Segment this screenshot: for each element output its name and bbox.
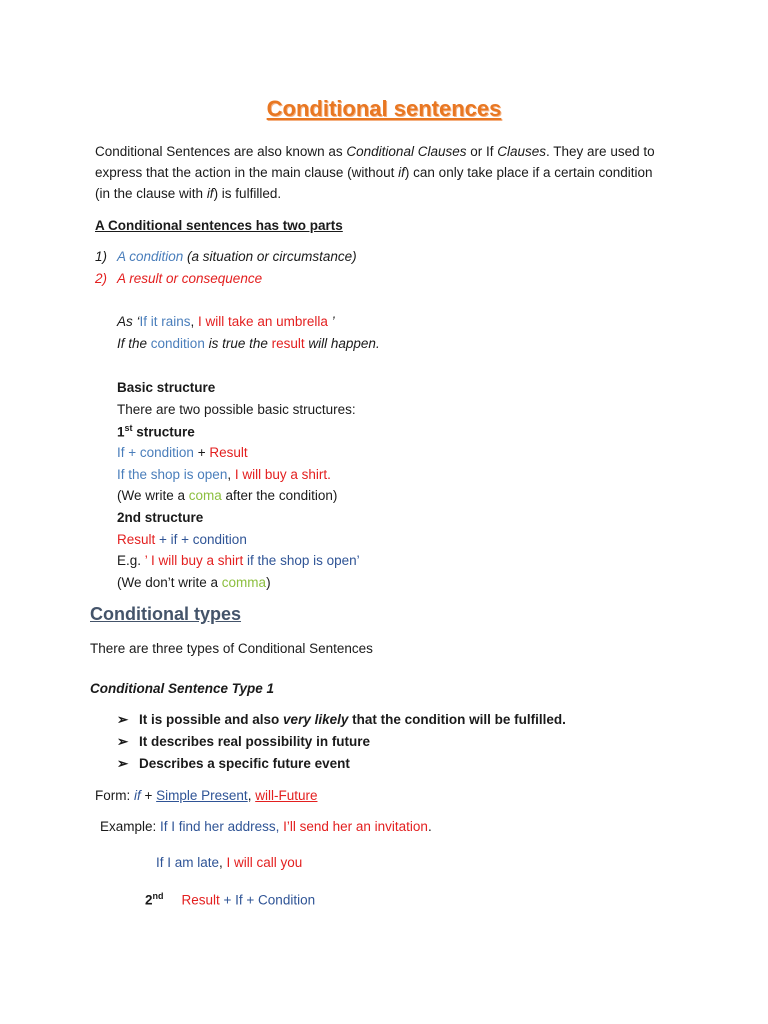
text: If it rains bbox=[139, 314, 191, 329]
structure-2-formula bbox=[117, 532, 247, 548]
text: ’ bbox=[327, 314, 335, 329]
text: st bbox=[124, 423, 133, 433]
text: is true the bbox=[204, 336, 272, 351]
text: if bbox=[134, 788, 141, 803]
text: + bbox=[193, 445, 210, 460]
structure-1-formula bbox=[117, 445, 248, 461]
text: I will call you bbox=[226, 855, 303, 870]
text: nd bbox=[152, 891, 164, 901]
text: 2 bbox=[145, 892, 153, 908]
text: very likely bbox=[283, 712, 349, 727]
text: I’ll send her an invitation bbox=[283, 819, 428, 834]
example-line bbox=[100, 819, 432, 835]
text: if bbox=[206, 186, 214, 201]
text: Example: bbox=[100, 819, 161, 834]
text: I will buy a shirt. bbox=[234, 467, 331, 482]
text: I will take an umbrella bbox=[198, 314, 328, 329]
structure-2-heading: 2nd structure bbox=[117, 510, 204, 525]
text: (a situation or circumstance) bbox=[183, 249, 357, 264]
text: Simple Present bbox=[156, 788, 248, 803]
text: ) is fulfilled. bbox=[213, 186, 282, 201]
text: ’ I will buy a shirt bbox=[144, 553, 244, 568]
text: will happen. bbox=[304, 336, 380, 351]
text: If the bbox=[117, 336, 151, 351]
text: structure bbox=[132, 424, 195, 440]
text: If + condition bbox=[117, 445, 194, 460]
text: result bbox=[271, 336, 305, 351]
text: If I am late bbox=[156, 855, 220, 870]
text: 1 bbox=[117, 424, 125, 440]
text: (We write a bbox=[117, 488, 189, 503]
text: + bbox=[140, 788, 157, 803]
arrow-bullet-icon: ➢ bbox=[117, 712, 129, 727]
text: A condition bbox=[117, 249, 184, 264]
text: Result bbox=[181, 892, 220, 908]
example-if bbox=[117, 336, 380, 352]
text: Describes a specific future event bbox=[139, 756, 350, 771]
text: It is possible and also bbox=[139, 712, 284, 727]
second-structure-line bbox=[145, 891, 315, 909]
intro-line-2 bbox=[95, 165, 653, 181]
text: Form: bbox=[95, 788, 134, 803]
text: comma bbox=[221, 575, 267, 590]
types-desc: There are three types of Conditional Sentences bbox=[90, 641, 373, 656]
arrow-bullet-icon: ➢ bbox=[117, 756, 129, 771]
list-number: 2) bbox=[95, 271, 108, 286]
text: If the shop is open bbox=[117, 467, 228, 482]
text: , bbox=[219, 855, 227, 870]
parts-item-2 bbox=[95, 271, 262, 287]
text: If I find her address, bbox=[160, 819, 284, 834]
text: , bbox=[227, 467, 235, 482]
arrow-bullet-icon: ➢ bbox=[117, 734, 129, 749]
text: if the shop is open’ bbox=[243, 553, 360, 568]
bullet-3 bbox=[117, 756, 350, 772]
text: (in the clause with bbox=[95, 186, 207, 201]
page-title: Conditional sentences bbox=[266, 96, 502, 121]
text: if bbox=[398, 165, 405, 180]
text: E.g. bbox=[117, 553, 145, 568]
text: + if + condition bbox=[155, 532, 247, 547]
text: . They are used to bbox=[546, 144, 655, 159]
structure-1-heading bbox=[117, 423, 195, 441]
types-heading: Conditional types bbox=[90, 604, 242, 624]
text: that the condition will be fulfilled. bbox=[348, 712, 566, 727]
text: Clauses bbox=[497, 144, 547, 159]
example-as bbox=[117, 314, 335, 330]
text: ) can only take place if a certain condition bbox=[404, 165, 653, 180]
structure-2-note bbox=[117, 575, 271, 591]
list-number: 1) bbox=[95, 249, 108, 264]
intro-line-3 bbox=[95, 186, 281, 202]
parts-heading: A Conditional sentences has two parts bbox=[95, 218, 343, 233]
text: , bbox=[190, 314, 199, 329]
example-2-line bbox=[156, 855, 302, 871]
text: or If bbox=[466, 144, 498, 159]
text: A result or consequence bbox=[117, 271, 263, 286]
structure-2-example bbox=[117, 553, 360, 569]
basic-desc: There are two possible basic structures: bbox=[117, 402, 356, 417]
parts-item-1 bbox=[95, 249, 357, 265]
text: Result bbox=[209, 445, 248, 460]
text: will-Future bbox=[255, 788, 318, 803]
text: . bbox=[427, 819, 432, 834]
text: (We don’t write a bbox=[117, 575, 222, 590]
text: express that the action in the main clause (without bbox=[95, 165, 399, 180]
intro-line-1 bbox=[95, 144, 655, 160]
structure-1-example bbox=[117, 467, 331, 483]
basic-heading: Basic structure bbox=[117, 380, 216, 395]
text: Result bbox=[117, 532, 156, 547]
text: , bbox=[247, 788, 256, 803]
structure-1-note bbox=[117, 488, 337, 504]
text: ) bbox=[266, 575, 271, 590]
text: + If + Condition bbox=[219, 892, 316, 908]
text: after the condition) bbox=[221, 488, 338, 503]
bullet-2 bbox=[117, 734, 370, 750]
text: Conditional Clauses bbox=[346, 144, 467, 159]
bullet-1 bbox=[117, 712, 566, 728]
text: Conditional Sentences are also known as bbox=[95, 144, 347, 159]
text: condition bbox=[150, 336, 205, 351]
text: coma bbox=[188, 488, 222, 503]
type1-heading: Conditional Sentence Type 1 bbox=[90, 681, 275, 696]
text: As ‘ bbox=[117, 314, 140, 329]
text: It describes real possibility in future bbox=[139, 734, 371, 749]
form-line bbox=[95, 788, 317, 804]
